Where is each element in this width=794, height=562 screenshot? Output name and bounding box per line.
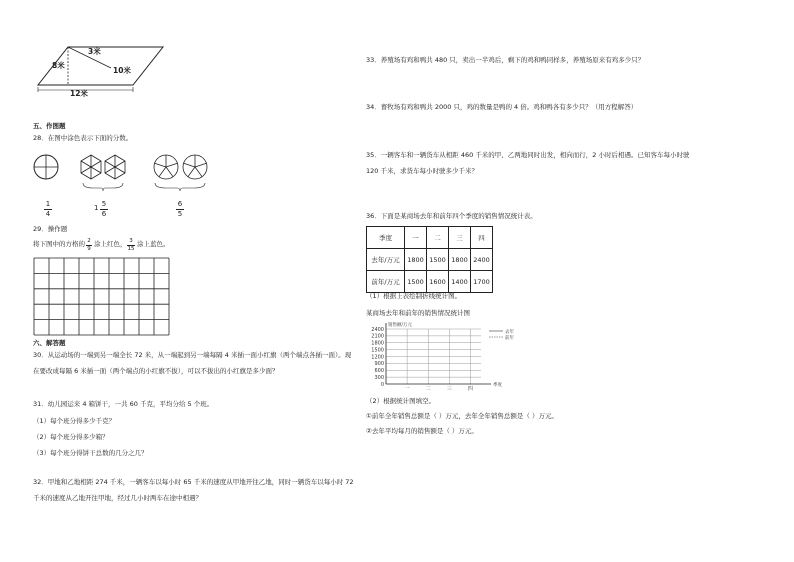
q36-text: 36．下面是某商场去年和前年四个季度的销售情况统计表。 [366,212,537,220]
fraction-shapes [33,150,233,210]
q33-text: 33．养殖场有鸡和鸭共 480 只，卖出一半鸡后，剩下的鸡和鸭同样多，养殖场原来有鸡多少只？ [366,56,645,64]
chart-title: 某商场去年和前年的销售情况统计图 [366,309,470,317]
y-axis-label: 销售额/万元 [388,323,413,328]
table-header-cell: 三 [449,227,471,249]
q28-frac2: $\frac{5}{6}$ [101,200,107,219]
q34-text: 34．畜牧场有鸡和鸭共 2000 只，鸡的数量是鸭的 4 倍。鸡和鸭各有多少只？（用方程解答） [366,103,638,111]
q30-line1: 30．从运动场的一端到另一端全长 72 米，从一端起到另一端每隔 4 米插一面小红旗（两个端点各插一面）。现 [33,351,352,359]
q35-line1: 35．一辆客车和一辆货车从相距 460 千米的甲、乙两地同时出发，相向而行，2 小时后相遇。已知客车每小时驶 [366,151,690,159]
q31-sub1: （1）每个班分得多少千克？ [33,417,116,425]
section6-title: 六、解答题 [33,339,66,347]
q28-frac3: $\frac{6}{5}$ [177,200,183,219]
parallelogram-figure [38,40,198,110]
figure-label-bottom: 12米 [70,89,88,98]
table-cell: 前年/万元 [367,271,405,293]
table-cell: 1800 [405,249,427,271]
table-header-cell: 一 [405,227,427,249]
y-tick-label: 600 [374,368,384,375]
sales-line-chart [366,322,536,392]
figure-label-left: 8米 [52,61,65,70]
table-header-cell: 二 [427,227,449,249]
q30-line2: 在要改成每隔 6 米插一面（两个端点的小红旗不拔），可以不拔出的小红旗是多少面？ [33,367,279,375]
q36-fill1: ①前年全年销售总额是（ ）万元，去年全年销售总额是（ ）万元。 [366,412,558,420]
table-cell: 2400 [471,249,493,271]
q28-frac2-whole: 1 [94,204,99,212]
q36-sub2: （2）根据统计图填空。 [366,397,436,405]
y-tick-label: 2100 [371,333,384,340]
figure-label-top: 3米 [88,47,101,56]
q31-sub3: （3）每个班分得饼干总数的几分之几？ [33,449,148,457]
table-row [367,249,493,271]
q32-line1: 32．甲地和乙地相距 274 千米，一辆客车以每小时 65 千米的速度从甲地开往乙地，同时一辆货车以每小时 72 [33,478,354,486]
table-cell: 去年/万元 [367,249,405,271]
y-tick-label: 1500 [371,347,384,354]
q28-text: 28．在图中涂色表示下面的分数。 [33,134,133,142]
q35-line2: 120 千米，求货车每小时驶多少千米？ [366,167,478,175]
q31-sub2: （2）每个班分得多少箱？ [33,433,109,441]
table-cell: 1600 [427,271,449,293]
x-axis-label: 季度 [493,383,502,388]
x-tick-label: 四 [467,386,473,392]
y-tick-label: 2400 [371,326,384,333]
table-cell: 1700 [471,271,493,293]
q29-title: 29．操作题 [33,225,68,233]
y-tick-label: 0 [380,381,384,388]
legend-label: 去年 [505,329,514,335]
figure-label-right: 10米 [113,66,131,75]
q31-line1: 31．幼儿园运来 4 箱饼干，一共 60 千克，平均分给 5 个班。 [33,400,214,408]
table-cell: 1400 [449,271,471,293]
table-cell: 1800 [449,249,471,271]
x-tick-label: 一 [404,386,410,392]
table-row [367,271,493,293]
y-tick-label: 1800 [371,340,384,347]
sales-table [366,226,493,293]
y-tick-label: 900 [374,361,384,368]
table-header-cell: 四 [471,227,493,249]
section5-title: 五、作图题 [33,122,66,130]
table-header-row [367,227,493,249]
x-tick-label: 二 [425,386,431,392]
y-tick-label: 1200 [371,354,384,361]
q28-frac1: $\frac{1}{4}$ [45,200,51,219]
grid-9x5 [34,258,174,336]
table-header-cell: 季度 [367,227,405,249]
table-cell: 1500 [405,271,427,293]
q36-sub1: （1）根据上表绘制折线统计图。 [366,292,462,300]
x-tick-label: 三 [446,386,452,392]
legend-label: 前年 [505,335,514,341]
table-cell: 1500 [427,249,449,271]
q36-fill2: ②去年平均每月的销售额是（ ）万元。 [366,427,478,435]
q32-line2: 千米的速度从乙地开往甲地，经过几小时两车在途中相遇？ [33,494,202,502]
y-tick-label: 300 [374,374,384,381]
